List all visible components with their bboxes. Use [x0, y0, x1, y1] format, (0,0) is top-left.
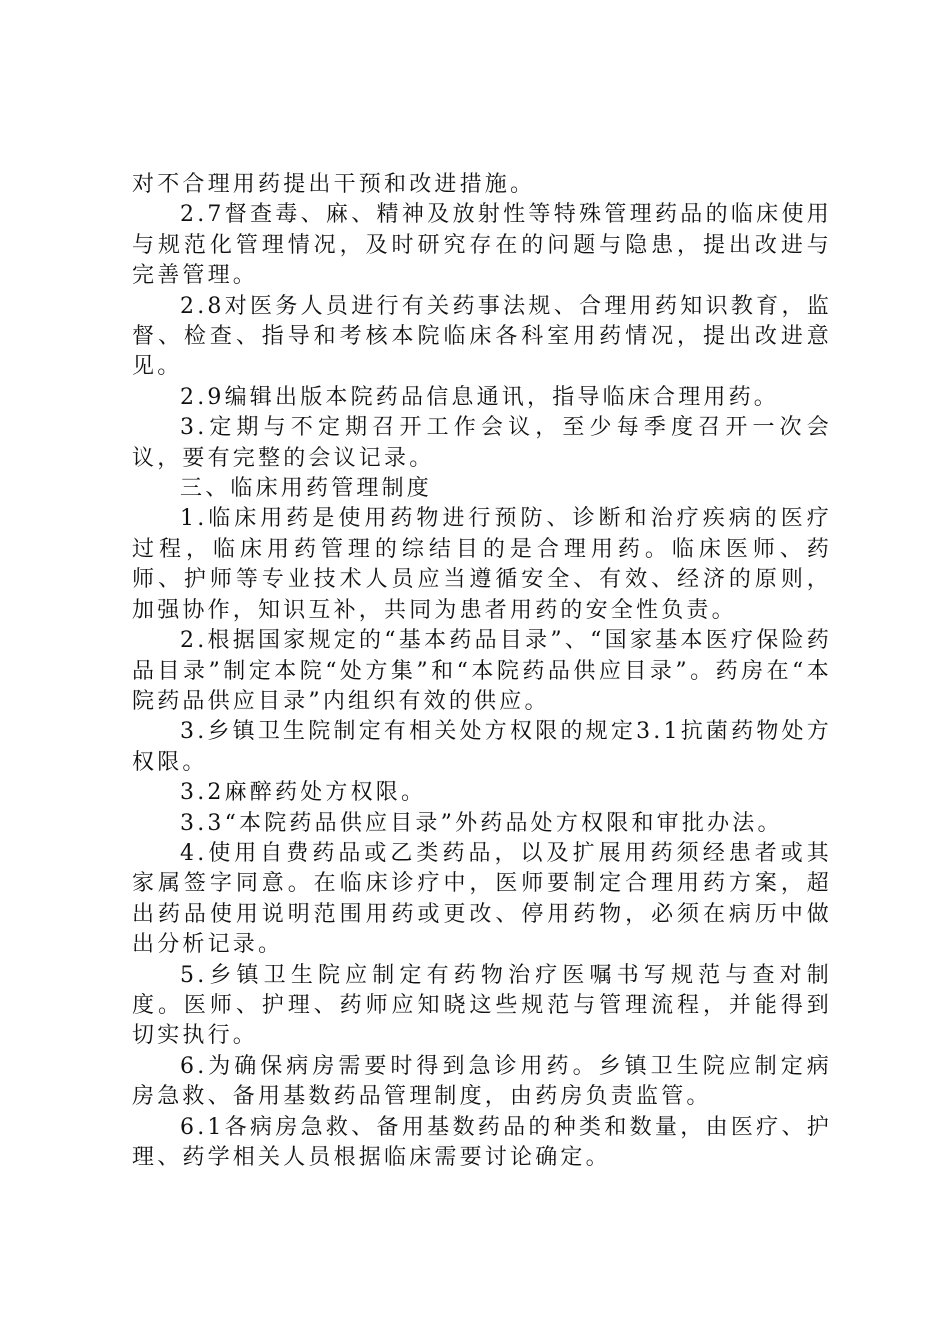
paragraph-3-meetings: 3.定期与不定期召开工作会议，至少每季度召开一次会议，要有完整的会议记录。 — [132, 415, 832, 471]
paragraph-3-2-anesthetic: 3.2麻醉药处方权限。 — [180, 780, 427, 806]
paragraph-2-9-newsletter: 2.9编辑出版本院药品信息通讯，指导临床合理用药。 — [180, 384, 779, 410]
paragraph-2-8-staff-education: 2.8对医务人员进行有关药事法规、合理用药知识教育，监督、检查、指导和考核本院临床各科室用药情况，提出改进意见。 — [132, 293, 832, 380]
section-heading-clinical-drug-management: 三、临床用药管理制度 — [180, 476, 433, 502]
paragraph-5-order-writing: 5.乡镇卫生院应制定有药物治疗医嘱书写规范与查对制度。医师、护理、药师应知晓这些规范与管理流程，并能得到切实执行。 — [132, 962, 832, 1049]
paragraph-2-7-special-drugs: 2.7督查毒、麻、精神及放射性等特殊管理药品的临床使用与规范化管理情况，及时研究存在的问题与隐患，提出改进与完善管理。 — [132, 202, 832, 289]
paragraph-4-self-paid-drugs: 4.使用自费药品或乙类药品，以及扩展用药须经患者或其家属签字同意。在临床诊疗中，医师要制定合理用药方案，超出药品使用说明范围用药或更改、停用药物，必须在病历中做出分析记录。 — [132, 840, 832, 958]
paragraph-6-emergency-drugs: 6.为确保病房需要时得到急诊用药。乡镇卫生院应制定病房急救、备用基数药品管理制度，由药房负责监管。 — [132, 1053, 832, 1110]
paragraph-1-clinical-use: 1.临床用药是使用药物进行预防、诊断和治疗疾病的医疗过程，临床用药管理的综结目的是合理用药。临床医师、药师、护师等专业技术人员应当遵循安全、有效、经济的原则，加强协作，知识互补，共同为患者用药的安全性负责。 — [132, 506, 832, 623]
paragraph-3-3-outside-catalog: 3.3“本院药品供应目录”外药品处方权限和审批办法。 — [180, 810, 783, 836]
paragraph-6-1-ward-stock: 6.1各病房急救、备用基数药品的种类和数量，由医疗、护理、药学相关人员根据临床需要讨论确定。 — [132, 1114, 832, 1170]
paragraph-2-drug-catalog: 2.根据国家规定的“基本药品目录”、“国家基本医疗保险药品目录”制定本院“处方集”和“本院药品供应目录”。药房在“本院药品供应目录”内组织有效的供应。 — [132, 628, 832, 714]
document-page — [132, 170, 832, 1173]
paragraph-3-prescription-authority: 3.乡镇卫生院制定有相关处方权限的规定3.1抗菌药物处方权限。 — [132, 719, 832, 775]
paragraph-intervention: 对不合理用药提出干预和改进措施。 — [132, 172, 536, 197]
